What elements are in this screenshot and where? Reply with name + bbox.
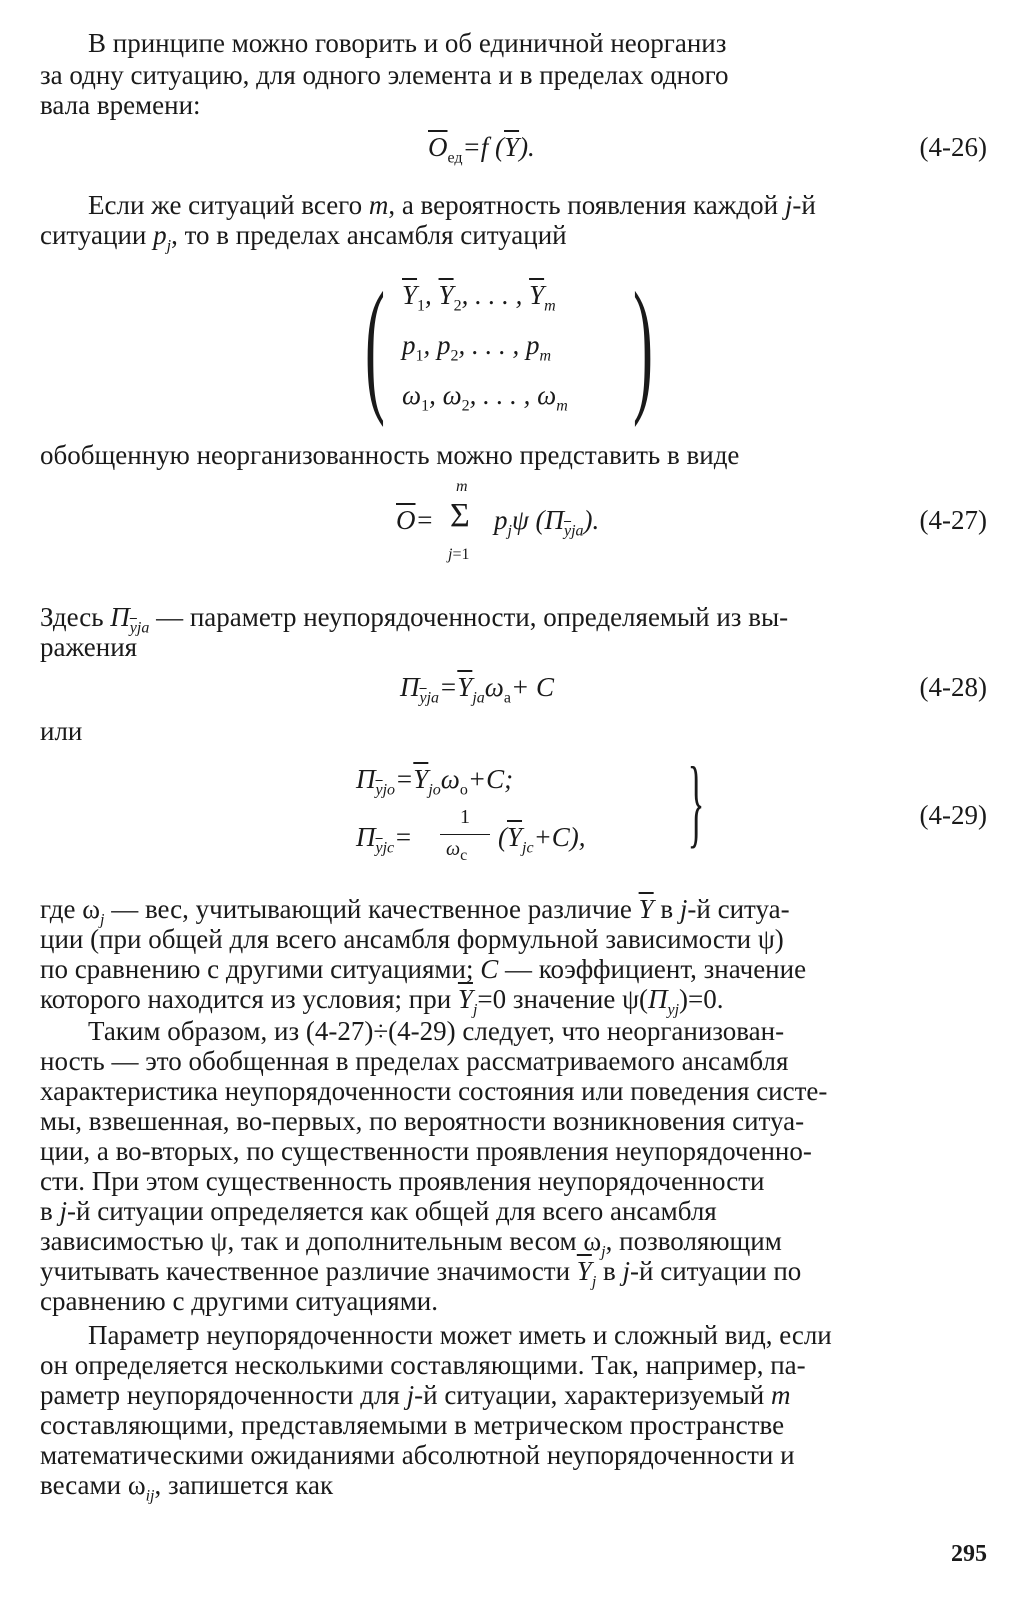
p7-line6: сти. При этом существенность проявления неупорядоченности [40,1166,765,1196]
p4-line2: ражения [40,632,138,662]
p4-line1: Здесь $П_{\overline{y}ja}$ — параметр неупорядоченности, определяемый из вы- [40,602,789,637]
p8-line3: раметр неупорядоченности для j-й ситуации, характеризуемый m [40,1380,791,1410]
right-brace: } [687,746,705,857]
p7-line10: сравнению с другими ситуациями. [40,1286,438,1316]
left-paren: ( [364,262,385,428]
equation-4-27: $\overline{O}=$ [396,505,434,535]
matrix-row-omega: $\omega_1$, $\omega_2$, . . . , $\omega_m$ [402,380,568,415]
p7-line7: в j-й ситуации определяется как общей для всего ансамбля [40,1196,717,1226]
equation-number-4-29: (4-29) [919,800,987,830]
equation-4-27-body: $p_j\psi$ $(П_{\overline{y}ja})$. [494,505,600,540]
fraction-denominator: $\omega_c$ [446,838,468,864]
p6-line1: где $\omega_j$ — вес, учитывающий качественное различие $\overline{Y}$ в j-й ситуа- [40,894,790,929]
p6-line4: которого находится из условия; при $\overline{Y}_j=0$ значение $\psi(П_{yj})=0$. [40,984,724,1019]
p7-line8: зависимостью ψ, так и дополнительным весом $\omega_j$, позволяющим [40,1226,782,1261]
p8-line1: Параметр неупорядоченности может иметь и сложный вид, если [88,1320,832,1350]
p7-line1: Таким образом, из (4-27)÷(4-29) следует, что неорганизован- [88,1016,785,1046]
fraction-bar [440,834,490,835]
equation-4-29-line2-body: $(\overline{Y}_{jc}+C)$, [498,822,586,857]
p8-line4: составляющими, представляемыми в метрическом пространстве [40,1410,785,1440]
equation-4-26: $\overline{O}_{ед}=f$ $(\overline{Y})$. [428,132,535,167]
p7-line3: характеристика неупорядоченности состояния или поведения систе- [40,1076,828,1106]
or-text: или [40,716,83,746]
p6-line3: по сравнению с другими ситуациями; C — коэффициент, значение [40,954,807,984]
p1-line1: В принципе можно говорить и об единичной неорганиз [88,28,727,58]
p7-line2: ность — это обобщенная в пределах рассматриваемого ансамбля [40,1046,789,1076]
p8-line2: он определяется несколькими составляющими. Так, например, па- [40,1350,806,1380]
equation-4-29-line2: $П_{\overline{y}jc}=$ [356,822,413,857]
p7-line4: мы, взвешенная, во-первых, по вероятности возникновения ситуа- [40,1106,805,1136]
equation-number-4-27: (4-27) [919,505,987,535]
situation-ensemble-matrix [364,262,653,428]
page-number: 295 [951,1541,987,1567]
matrix-row-y: $\overline{Y}_1$, $\overline{Y}_2$, . . . , $\overline{Y}_m$ [402,280,556,315]
matrix-row-p: $p_1$, $p_2$, . . . , $p_m$ [402,330,552,365]
fraction-numerator: 1 [460,806,470,828]
right-paren: ) [632,262,653,428]
p7-line9: учитывать качественное различие значимости $\overline{Y}_j$ в j-й ситуации по [40,1256,802,1291]
sum-lower-limit: j=1 [448,546,470,563]
p6-line2: ции (при общей для всего ансамбля формульной зависимости ψ) [40,924,784,954]
p8-line6: весами $\omega_{ij}$, запишется как [40,1470,334,1505]
equation-number-4-26: (4-26) [919,132,987,162]
equation-4-28: $П_{\overline{y}ja}=\overline{Y}_{ja}\omega_a+ C$ [400,672,554,707]
equation-4-29-line1: $П_{\overline{y}jo}=\overline{Y}_{jo}\omega_o+C$; [356,764,514,799]
p3-line1: обобщенную неорганизованность можно представить в виде [40,440,740,470]
p7-line5: ции, а во-вторых, по существенности проявления неупорядоченно- [40,1136,812,1166]
equation-number-4-28: (4-28) [919,672,987,702]
sum-upper-limit: m [456,478,468,495]
p1-line2: за одну ситуацию, для одного элемента и в пределах одного [40,60,729,90]
p1-line3: вала времени: [40,90,201,120]
sum-symbol: Σ [450,497,470,534]
p2-line1: Если же ситуаций всего m, а вероятность появления каждой j-й [88,190,816,220]
p8-line5: математическими ожиданиями абсолютной неупорядоченности и [40,1440,795,1470]
p2-line2: ситуации $p_j$, то в пределах ансамбля ситуаций [40,220,567,255]
